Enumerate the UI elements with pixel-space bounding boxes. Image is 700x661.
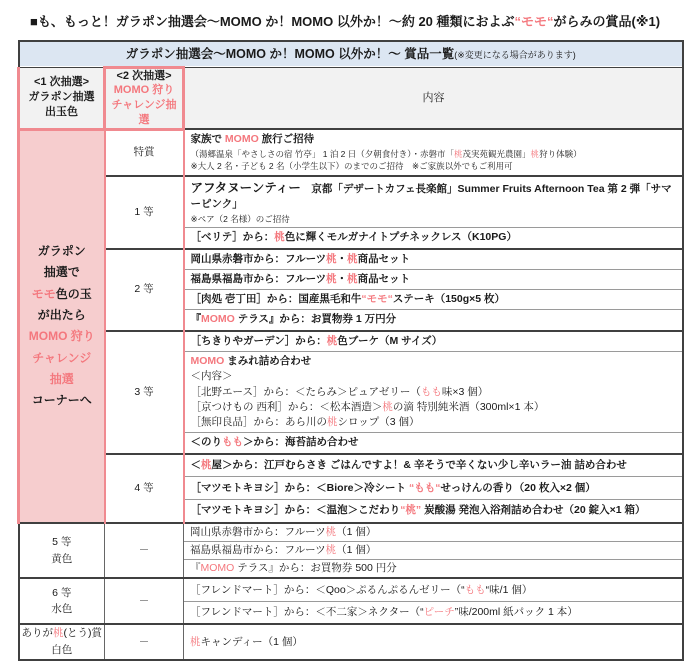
text-line [191, 458, 677, 473]
text-segment: （1 個） [336, 543, 377, 556]
text-segment: ＞から：海苔詰め合わせ [243, 436, 359, 449]
text-segment: 2 等 [134, 283, 154, 296]
text-line [191, 481, 677, 496]
text-segment: 黄色 [51, 552, 73, 565]
text-segment: チャレンジ [32, 350, 92, 365]
text-segment: ＜ [190, 458, 201, 471]
text-segment: がらみの賞品(※1) [553, 14, 661, 29]
text-segment: 3 等 [134, 385, 154, 398]
text-segment: 桃 [190, 635, 201, 648]
ball-color-cell [19, 624, 105, 660]
text-line [191, 148, 677, 161]
text-segment: 抽選で [43, 265, 80, 280]
text-line [191, 230, 677, 245]
col-header-second-lottery [105, 67, 184, 129]
text-segment: せっけんの香り（20 枚入×2 個） [440, 481, 596, 494]
text-segment: ＜のり [190, 436, 222, 449]
text-line [191, 400, 677, 415]
col-header-contents: 内容 [184, 67, 684, 129]
text-line [191, 312, 677, 327]
text-line [191, 272, 677, 287]
text-segment: “モモ“ [361, 293, 393, 306]
prize-cell [184, 560, 684, 579]
text-segment: 1 等 [134, 205, 154, 218]
text-line [191, 435, 677, 450]
prize-cell [184, 249, 684, 270]
text-line [106, 69, 182, 84]
text-segment: 出玉色 [45, 106, 78, 119]
text-segment: 桃 [325, 543, 337, 556]
table-row [19, 624, 684, 660]
text-line [20, 262, 104, 283]
text-segment: 桃 [530, 148, 540, 159]
text-segment: ＜内容＞ [190, 370, 233, 383]
text-segment: 岡山県赤磐市から：フルーツ [190, 525, 326, 538]
text-segment: MOMO [224, 133, 259, 146]
text-segment: ピーチ [423, 606, 455, 619]
text-line [191, 292, 677, 307]
text-segment: “もも“ [408, 481, 441, 494]
text-segment: ガラポン抽選 [28, 91, 95, 104]
table-row [19, 578, 684, 601]
table-row [19, 523, 684, 542]
text-segment: ［北野エース］から：＜たらみ＞ピュアゼリー（ [190, 385, 421, 398]
text-segment: 色に輝くモルガナイトプチネックレス（K10PG） [284, 231, 517, 244]
prize-cell [184, 477, 684, 500]
text-segment: 6 等 [52, 586, 72, 599]
text-line [20, 305, 104, 326]
text-line [20, 348, 104, 369]
text-segment: (※変更になる場合があります) [454, 49, 576, 60]
prize-cell [184, 310, 684, 331]
text-segment: 商品セット [357, 273, 411, 285]
text-segment: 特賞 [133, 146, 155, 159]
text-segment: 旅行ご招待 [258, 133, 315, 146]
text-segment: テラス』から：お買物券 500 円分 [234, 562, 397, 575]
text-segment: 福島県福島市から：フルーツ [190, 543, 326, 556]
text-line [20, 241, 104, 262]
text-line [190, 605, 676, 620]
text-segment: 茂実苑観光農園」 [462, 148, 531, 159]
text-segment: 商品セット [357, 252, 411, 265]
text-line [20, 642, 105, 659]
text-segment: 炭酸湯 発泡入浴剤詰め合わせ（20 錠入×1 箱） [421, 504, 646, 517]
text-segment: ・ [336, 252, 348, 265]
text-segment: (とう)賞 [63, 627, 102, 640]
dash-cell: － [105, 578, 184, 624]
text-segment: キャンディー（1 個） [200, 635, 303, 648]
text-segment: ※ペア（2 名様）のご招待 [190, 213, 290, 224]
text-segment: 4 等 [134, 481, 154, 494]
prize-cell [184, 352, 684, 433]
text-line [20, 551, 105, 568]
text-segment: MOMO [201, 313, 235, 326]
text-segment: ［フレンドマート］から：＜Qoo＞ぷるんぷるんゼリー（“ [190, 583, 465, 596]
text-segment: MOMO 狩り [28, 329, 95, 344]
text-segment: 桃 [326, 252, 337, 265]
text-segment: <2 次抽選> [116, 69, 172, 82]
text-line [106, 282, 183, 297]
text-segment: ［ベリテ］から： [190, 231, 275, 244]
column-header-row [19, 67, 684, 129]
text-segment: 桃 [325, 525, 337, 538]
text-segment: もも [222, 436, 243, 449]
text-segment: 5 等 [52, 535, 72, 548]
text-segment: “モモ“ [514, 14, 554, 29]
prize-cell [184, 228, 684, 249]
text-segment: 屋＞から：江戸むらさき ごはんですよ！& 辛そうで辛くない少し辛いラー油 詰め合わせ [211, 458, 627, 471]
text-line [190, 635, 676, 650]
text-segment: もも [464, 583, 486, 596]
text-line [191, 252, 677, 267]
text-segment: 岡山県赤磐市から：フルーツ [190, 252, 327, 265]
text-segment: が出たら [37, 307, 86, 322]
table-header-row [19, 41, 684, 67]
text-segment: ”味/200ml 紙パック 1 本） [454, 606, 578, 619]
text-segment: MOMO 狩り [113, 84, 175, 97]
text-line [106, 385, 183, 400]
text-segment: ステーキ（150g×5 枚） [392, 293, 506, 306]
text-segment: MOMO [200, 562, 235, 575]
text-segment: コーナーへ [31, 393, 92, 408]
text-line [20, 326, 104, 347]
ball-color-cell [19, 578, 105, 624]
text-segment: の滴 特別純米酒（300ml×1 本） [392, 400, 545, 413]
text-line [106, 145, 183, 160]
text-line [20, 601, 105, 618]
text-segment: 抽選 [49, 372, 74, 387]
text-line [191, 415, 677, 430]
text-segment: 桃 [382, 400, 393, 413]
text-line [190, 525, 676, 540]
rank-cell [105, 454, 184, 523]
dash-cell: － [105, 523, 184, 579]
text-line [191, 132, 677, 147]
text-segment: ※大人 2 名・子ども 2 名（小学生以下）のまでのご招待 ※ご家族以外でもご利用可 [190, 161, 513, 172]
prize-cell [184, 176, 684, 228]
text-segment: シロップ（3 個） [337, 416, 420, 429]
text-line [191, 369, 677, 384]
text-line [20, 105, 103, 120]
rank-cell [105, 176, 184, 249]
text-line [191, 179, 677, 212]
text-line [20, 534, 105, 551]
text-line [190, 561, 676, 576]
text-segment: 福島県福島市から：フルーツ [190, 273, 327, 285]
text-segment: 色ブーケ（M サイズ） [337, 334, 443, 347]
text-line [191, 385, 677, 400]
table-row [19, 454, 684, 477]
text-segment: <1 次抽選> [33, 76, 90, 89]
table-row [19, 176, 684, 228]
text-line [191, 334, 677, 349]
prize-cell [184, 523, 684, 542]
text-segment: 『 [190, 313, 201, 326]
text-segment: ［肉処 壱丁田］から：国産黒毛和牛 [190, 293, 362, 306]
rank-cell [105, 331, 184, 454]
page-title [30, 11, 700, 30]
prize-cell [184, 601, 684, 624]
text-segment: 『 [190, 562, 201, 575]
text-segment: ■も、もっと！ガラポン抽選会～MOMO か！MOMO 以外か！～約 20 種類におよぶ [30, 14, 515, 29]
text-segment: テラス』から：お買物券 1 万円分 [234, 313, 397, 326]
text-segment: 家族で [190, 133, 225, 146]
text-segment: “味/1 個） [485, 583, 533, 596]
text-segment: モモ [31, 286, 56, 301]
text-line [190, 583, 676, 598]
prize-cell [184, 541, 684, 559]
prize-cell [184, 331, 684, 352]
prize-cell [184, 129, 684, 176]
text-line [191, 160, 677, 173]
table-row [19, 331, 684, 352]
text-segment: 桃 [274, 231, 285, 244]
rank-cell [105, 129, 184, 176]
text-segment: アフタヌーンティー [190, 181, 301, 196]
text-segment: ・ [336, 273, 348, 285]
text-line [191, 354, 677, 369]
prize-cell [184, 500, 684, 523]
text-line [20, 369, 104, 390]
text-segment: 味×3 個） [441, 385, 489, 398]
text-line [20, 585, 105, 602]
text-segment: 京都「デザートカフェ長楽館」Summer Fruits Afternoon Tea 第 2 弾「サマーピンク」 [190, 183, 672, 211]
text-segment: 桃 [326, 334, 338, 347]
text-segment: 白色 [51, 644, 73, 657]
text-segment: （1 個） [336, 525, 377, 538]
text-line [191, 213, 677, 226]
text-segment: 桃 [326, 273, 337, 285]
text-line [191, 503, 677, 518]
dash-cell: － [105, 624, 184, 660]
prize-cell [184, 290, 684, 310]
table-title [19, 41, 684, 67]
text-segment: 狩り体験） [539, 148, 582, 159]
text-segment: ガラポン抽選会～MOMO か！MOMO 以外か！～ 賞品一覧 [125, 46, 455, 61]
text-line [190, 543, 676, 558]
text-segment: 桃 [53, 627, 64, 640]
text-segment: ［マツモトキヨシ］から：＜Biore＞冷シート [190, 481, 409, 494]
text-segment: ［無印良品］から：あら川の [190, 416, 327, 429]
prize-cell [184, 578, 684, 601]
text-segment: MOMO [190, 355, 225, 368]
text-segment: もも [420, 385, 442, 398]
text-line [20, 75, 103, 90]
text-segment: 桃 [347, 252, 358, 265]
text-segment: チャレンジ抽選 [111, 99, 177, 127]
rank-cell [105, 249, 184, 331]
text-segment: ［マツモトキヨシ］から：＜温泡＞こだわり [190, 504, 401, 517]
ball-color-cell [19, 523, 105, 579]
prize-cell [184, 624, 684, 660]
text-segment: 色の玉 [55, 286, 92, 301]
prize-table [17, 40, 684, 661]
text-segment: ガラポン [37, 243, 86, 258]
text-segment: まみれ詰め合わせ [224, 355, 312, 368]
table-row [19, 129, 684, 176]
text-segment: 水色 [51, 603, 73, 616]
prize-cell [184, 433, 684, 454]
side-note-cell [19, 129, 105, 522]
text-segment: ［京つけもの 西利］から：＜松本酒造＞ [190, 400, 383, 413]
text-segment: 桃 [347, 273, 358, 285]
text-segment: “桃” [400, 504, 422, 517]
prize-cell [184, 270, 684, 290]
text-segment: 桃 [201, 458, 212, 471]
text-segment: 桃 [327, 416, 338, 429]
table-row [19, 249, 684, 270]
text-segment: ［フレンドマート］から：＜不二家＞ネクター（“ [190, 606, 424, 619]
text-segment: ［ちきりやガーデン］から： [190, 334, 327, 347]
text-segment: （湯郷温泉「やさしさの宿 竹亭」 1 泊 2 日（夕朝食付き）・赤磐市「 [190, 148, 455, 159]
prize-cell [184, 454, 684, 477]
text-line [20, 90, 103, 105]
text-segment: 桃 [454, 148, 463, 159]
text-line [20, 284, 104, 305]
text-line [20, 390, 104, 411]
text-line [106, 83, 182, 98]
text-line [106, 205, 183, 220]
text-line [106, 98, 182, 128]
text-line [20, 625, 105, 642]
text-segment: ありが [21, 627, 53, 640]
text-line [106, 481, 183, 496]
col-header-first-lottery [19, 67, 105, 129]
